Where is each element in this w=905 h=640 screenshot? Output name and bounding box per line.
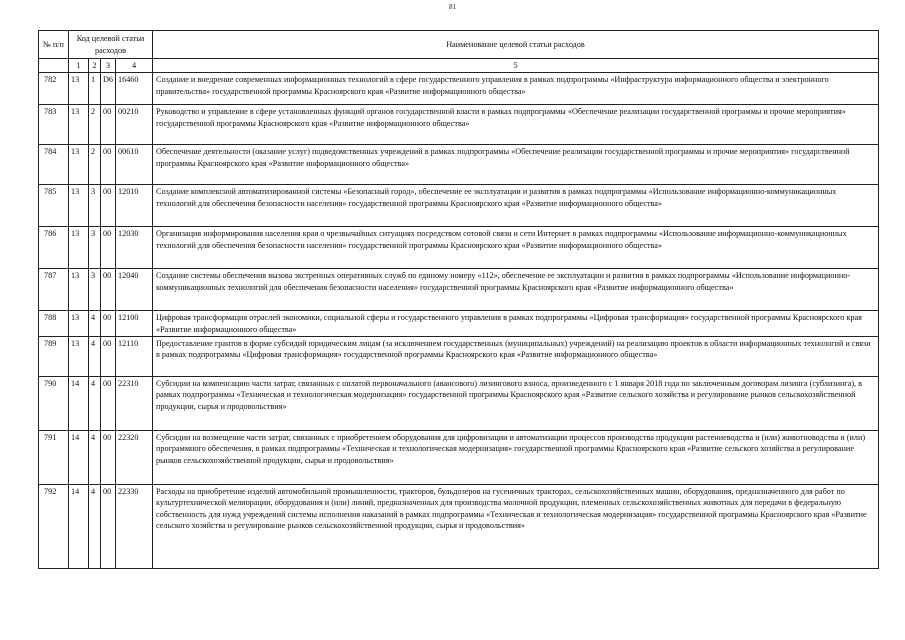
code-part-1: 13 xyxy=(69,311,89,337)
code-part-3: 00 xyxy=(101,311,116,337)
code-part-2: 4 xyxy=(89,484,101,568)
code-part-1: 13 xyxy=(69,105,89,145)
code-part-1: 13 xyxy=(69,185,89,227)
row-number: 783 xyxy=(39,105,69,145)
code-part-3: 00 xyxy=(101,430,116,484)
table-row xyxy=(39,185,879,227)
code-part-3: 00 xyxy=(101,185,116,227)
table-row xyxy=(39,376,879,430)
code-part-2: 3 xyxy=(89,185,101,227)
code-part-4: 22330 xyxy=(116,484,153,568)
code-part-4: 22310 xyxy=(116,376,153,430)
column-number: 3 xyxy=(101,59,116,73)
code-part-3: 00 xyxy=(101,336,116,376)
expense-item-name: Создание и внедрение современных информационных технологий в сфере государственного управления в рамках подпрограммы «Инфраструктура информационного общества и электронного правительства» государственной программы Красноярского края «Развитие информационного общества» xyxy=(153,73,879,105)
code-part-1: 13 xyxy=(69,145,89,185)
row-number: 786 xyxy=(39,227,69,269)
expense-item-name: Руководство и управление в сфере установленных функций органов государственной власти в рамках подпрограммы «Обеспечение реализации государственной программы и прочие мероприятия» государственной программы Красноярского края «Развитие информационного общества» xyxy=(153,105,879,145)
code-part-1: 13 xyxy=(69,336,89,376)
code-part-4: 12100 xyxy=(116,311,153,337)
code-part-4: 12030 xyxy=(116,227,153,269)
expense-item-name: Субсидии на возмещение части затрат, связанных с приобретением оборудования для цифровизации и автоматизации процессов производства продукции растениеводства и (или) животноводства и (или) программного обеспечения, в рамках подпрограммы «Техническая и технологическая модернизация» государственной программы Красноярского края «Развитие сельского хозяйства и регулирование рынков сельскохозяйственной продукции, сырья и продовольствия» xyxy=(153,430,879,484)
column-number-row xyxy=(39,59,879,73)
table-row xyxy=(39,336,879,376)
row-number: 791 xyxy=(39,430,69,484)
column-number: 2 xyxy=(89,59,101,73)
code-part-1: 14 xyxy=(69,430,89,484)
row-number: 790 xyxy=(39,376,69,430)
code-part-3: 00 xyxy=(101,227,116,269)
expense-item-name: Обеспечение деятельности (оказание услуг) подведомственных учреждений в рамках подпрограммы «Обеспечение реализации государственной программы и прочие мероприятия» государственной программы Красноярского края «Развитие информационного общества» xyxy=(153,145,879,185)
row-number: 782 xyxy=(39,73,69,105)
expense-item-name: Предоставление грантов в форме субсидий юридическим лицам (за исключением государственных (муниципальных) учреждений) на реализацию проектов в области информационных технологий и связи в рамках подпрограммы «Цифровая трансформация» государственной программы Красноярского края «Развитие информационного общества» xyxy=(153,336,879,376)
row-number: 788 xyxy=(39,311,69,337)
code-part-3: 00 xyxy=(101,269,116,311)
row-number: 792 xyxy=(39,484,69,568)
table-row xyxy=(39,105,879,145)
code-part-3: 00 xyxy=(101,376,116,430)
column-number-blank xyxy=(39,59,69,73)
code-part-4: 12040 xyxy=(116,269,153,311)
column-number: 4 xyxy=(116,59,153,73)
code-part-4: 00610 xyxy=(116,145,153,185)
table-row xyxy=(39,145,879,185)
expense-item-name: Создание комплексной автоматизированной системы «Безопасный город», обеспечение ее эксплуатации и развития в рамках подпрограммы «Использование информационно-коммуникационных технологий для обеспечения безопасности населения» государственной программы Красноярского края «Развитие информационного общества» xyxy=(153,185,879,227)
code-part-2: 4 xyxy=(89,430,101,484)
code-part-4: 22320 xyxy=(116,430,153,484)
row-number: 789 xyxy=(39,336,69,376)
code-part-2: 3 xyxy=(89,227,101,269)
code-part-2: 4 xyxy=(89,376,101,430)
code-part-3: 00 xyxy=(101,484,116,568)
header-row xyxy=(39,31,879,59)
table-row xyxy=(39,430,879,484)
code-part-4: 12110 xyxy=(116,336,153,376)
code-part-2: 2 xyxy=(89,105,101,145)
budget-codes-table xyxy=(38,30,879,569)
code-part-2: 3 xyxy=(89,269,101,311)
code-part-4: 16460 xyxy=(116,73,153,105)
table-row xyxy=(39,73,879,105)
code-part-3: 00 xyxy=(101,145,116,185)
code-part-2: 4 xyxy=(89,311,101,337)
code-part-1: 14 xyxy=(69,484,89,568)
row-number: 785 xyxy=(39,185,69,227)
code-part-1: 13 xyxy=(69,269,89,311)
code-part-2: 1 xyxy=(89,73,101,105)
table-row xyxy=(39,484,879,568)
page-number: 81 xyxy=(449,3,456,11)
table-row xyxy=(39,311,879,337)
row-number: 784 xyxy=(39,145,69,185)
expense-item-name: Расходы на приобретение изделий автомобильной промышленности, тракторов, бульдозеров на гусеничных тракторах, сельскохозяйственных машин, оборудования, предназначенного для работ по культуртехнической мелиорации, оборудования и (или) линий, предназначенных для производства молочной продукции, племенных сельскохозяйственных животных для передачи в федеральную собственность для нужд учреждений системы исполнения наказаний в рамках подпрограммы «Техническая и технологическая модернизация» государственной программы Красноярского края «Развитие сельского хозяйства и регулирование рынков сельскохозяйственной продукции, сырья и продовольствия» xyxy=(153,484,879,568)
code-part-1: 14 xyxy=(69,376,89,430)
code-part-4: 00210 xyxy=(116,105,153,145)
column-number: 5 xyxy=(153,59,879,73)
table-row xyxy=(39,269,879,311)
expense-item-name: Субсидии на компенсацию части затрат, связанных с оплатой первоначального (авансового) лизингового взноса, произведенного с 1 января 2018 года по заключенным договорам лизинга (сублизинга), в рамках подпрограммы «Техническая и технологическая модернизация» государственной программы Красноярского края «Развитие сельского хозяйства и регулирование рынков сельскохозяйственной продукции, сырья и продовольствия» xyxy=(153,376,879,430)
expense-item-name: Цифровая трансформация отраслей экономики, социальной сферы и государственного управления в рамках подпрограммы «Цифровая трансформация» государственной программы Красноярского края «Развитие информационного общества» xyxy=(153,311,879,337)
code-part-3: 00 xyxy=(101,105,116,145)
header-number: № п/п xyxy=(39,31,69,59)
code-part-2: 4 xyxy=(89,336,101,376)
code-part-4: 12010 xyxy=(116,185,153,227)
code-part-3: D6 xyxy=(101,73,116,105)
header-code: Код целевой статьи расходов xyxy=(69,31,153,59)
header-name: Наименование целевой статьи расходов xyxy=(153,31,879,59)
expense-item-name: Организация информирования населения края о чрезвычайных ситуациях посредством сотовой связи и сети Интернет в рамках подпрограммы «Использование информационно-коммуникационных технологий для обеспечения безопасности населения» государственной программы Красноярского края «Развитие информационного общества» xyxy=(153,227,879,269)
code-part-1: 13 xyxy=(69,227,89,269)
code-part-2: 2 xyxy=(89,145,101,185)
expense-item-name: Создание системы обеспечения вызова экстренных оперативных служб по единому номеру «112», обеспечение ее эксплуатации и развития в рамках подпрограммы «Использование информационно-коммуникационных технологий для обеспечения безопасности населения» государственной программы Красноярского края «Развитие информационного общества» xyxy=(153,269,879,311)
row-number: 787 xyxy=(39,269,69,311)
code-part-1: 13 xyxy=(69,73,89,105)
table-row xyxy=(39,227,879,269)
column-number: 1 xyxy=(69,59,89,73)
